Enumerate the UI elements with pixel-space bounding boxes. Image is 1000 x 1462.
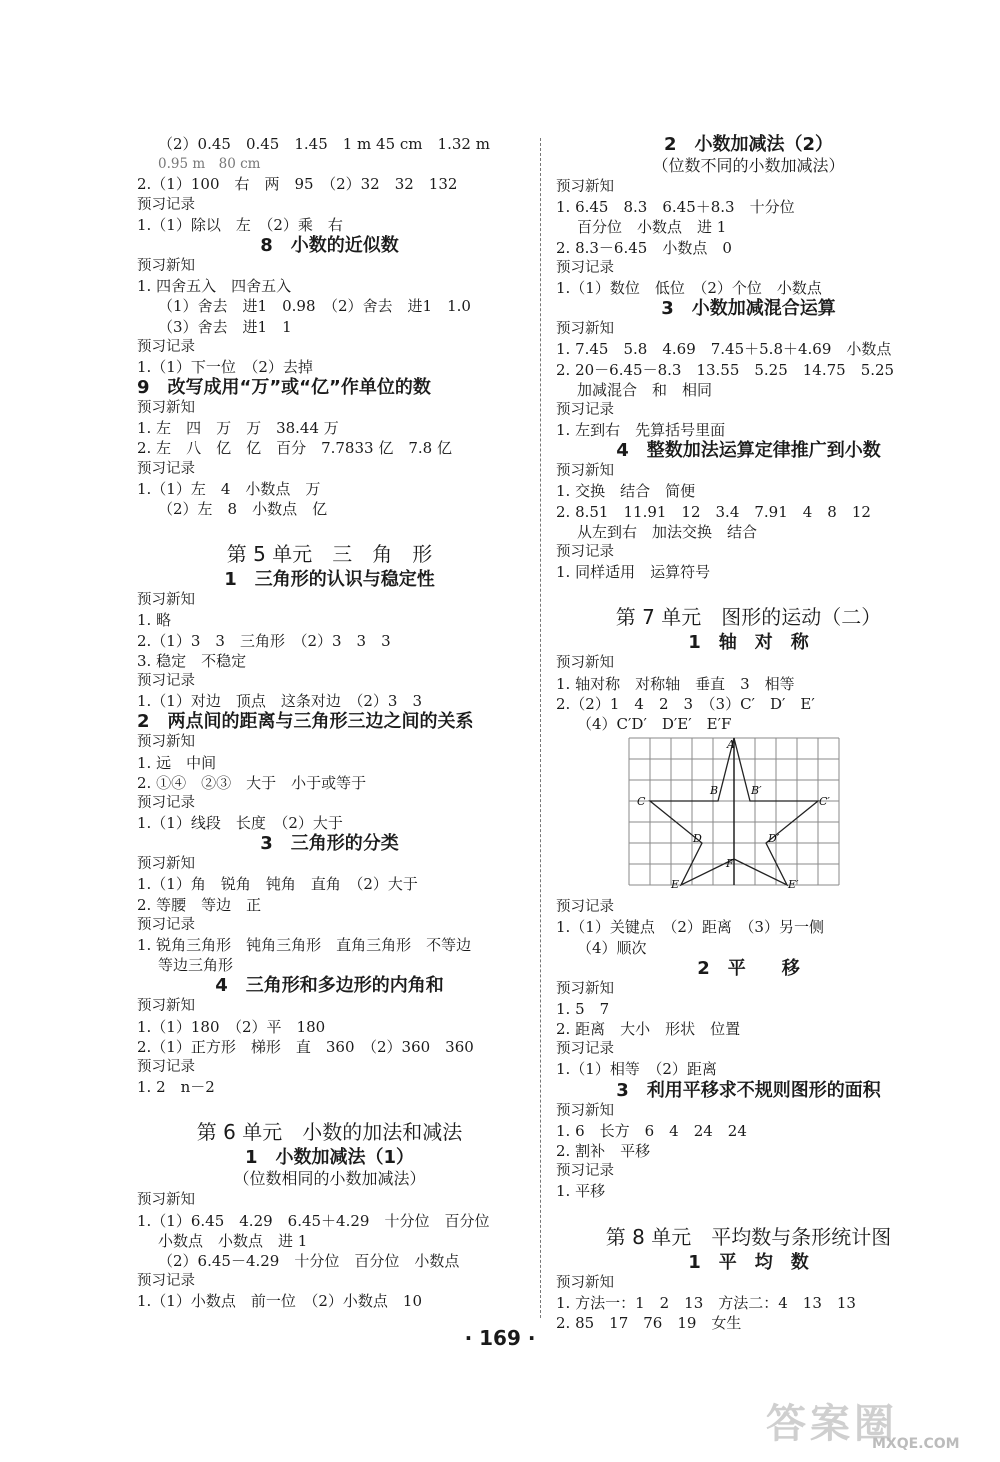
symmetric-star-figure xyxy=(619,734,849,897)
answer-line: 1.（1）数位 低位 （2）个位 小数点 xyxy=(556,278,822,297)
answer-line: 1.（1）180 （2）平 180 xyxy=(137,1017,326,1036)
answer-line: 1. 6.45 8.3 6.45＋8.3 十分位 xyxy=(556,198,795,217)
answer-line: 2. 20－6.45－8.3 13.55 5.25 14.75 5.25 xyxy=(556,360,895,379)
section-title: 3 利用平移求不规则图形的面积 xyxy=(616,1079,881,1101)
answer-line: （4）C′D′ D′E′ E′F xyxy=(577,714,732,733)
section-title: 1 轴 对 称 xyxy=(688,632,809,654)
answer-line: 2. 距离 大小 形状 位置 xyxy=(556,1020,741,1039)
answer-line: 1.（1）角 锐角 钝角 直角 （2）大于 xyxy=(137,875,418,894)
preview-record-label: 预习记录 xyxy=(556,899,614,916)
section-title: 9 改写成用“万”或“亿”作单位的数 xyxy=(137,377,431,399)
preview-new-label: 预习新知 xyxy=(137,1192,195,1209)
answer-line: 1.（1）左 4 小数点 万 xyxy=(137,479,321,498)
vertex-label: D xyxy=(693,832,702,846)
preview-new-label: 预习新知 xyxy=(556,980,614,997)
answer-line: 1. 同样适用 运算符号 xyxy=(556,563,711,582)
preview-new-label: 预习新知 xyxy=(137,856,195,873)
section-title: 1 三角形的认识与稳定性 xyxy=(224,569,435,591)
answer-line: 从左到右 加法交换 结合 xyxy=(577,522,758,541)
section-title: 4 整数加法运算定律推广到小数 xyxy=(616,440,881,462)
answer-line: （3）舍去 进1 1 xyxy=(158,317,292,336)
answer-line: 1.（1）除以 左 （2）乘 右 xyxy=(137,215,343,234)
preview-record-label: 预习记录 xyxy=(137,1273,195,1290)
answer-line: （2）6.45－4.29 十分位 百分位 小数点 xyxy=(158,1251,460,1270)
answer-line: 2. 左 八 亿 亿 百分 7.7833 亿 7.8 亿 xyxy=(137,439,452,458)
answer-line: 2. 割补 平移 xyxy=(556,1142,651,1160)
answer-line: 1. 5 7 xyxy=(556,999,610,1018)
preview-new-label: 预习新知 xyxy=(137,400,195,417)
answer-line: 1. 交换 结合 简便 xyxy=(556,482,696,501)
section-title: 3 三角形的分类 xyxy=(260,833,399,855)
vertex-label: E xyxy=(671,878,680,892)
vertex-label: C′ xyxy=(819,795,830,809)
section-title: 2 平 移 xyxy=(697,957,800,979)
answer-line: 1.（1）相等 （2）距离 xyxy=(556,1060,717,1079)
preview-record-label: 预习记录 xyxy=(556,1163,614,1180)
answer-line: 1. 方法一：1 2 13 方法二：4 13 13 xyxy=(556,1293,856,1312)
answer-line: 1. 锐角三角形 钝角三角形 直角三角形 不等边 xyxy=(137,936,472,954)
left-column xyxy=(137,134,522,1311)
vertex-label: B′ xyxy=(751,784,762,798)
watermark-url: MXQE.COM xyxy=(872,1436,960,1452)
answer-line: 1. 左到右 先算括号里面 xyxy=(556,421,726,440)
preview-new-label: 预习新知 xyxy=(556,321,614,338)
unit-title: 第 7 单元 图形的运动（二） xyxy=(615,605,882,630)
preview-new-label: 预习新知 xyxy=(137,592,195,609)
preview-new-label: 预习新知 xyxy=(556,463,614,480)
section-title: 1 平 均 数 xyxy=(688,1251,809,1273)
preview-new-label: 预习新知 xyxy=(556,179,614,195)
vertex-label: E′ xyxy=(788,878,799,892)
answer-line: 等边三角形 xyxy=(158,956,234,975)
vertex-label: B xyxy=(710,784,719,798)
section-title: 2 两点间的距离与三角形三边之间的关系 xyxy=(137,711,474,733)
answer-line: 1. 远 中间 xyxy=(137,753,217,772)
section-subtitle: （位数不同的小数加减法） xyxy=(652,156,845,175)
section-subtitle: （位数相同的小数加减法） xyxy=(233,1169,426,1189)
answer-line: 1.（1）6.45 4.29 6.45＋4.29 十分位 百分位 xyxy=(137,1211,490,1230)
answer-line: 1.（1）关键点 （2）距离 （3）另一侧 xyxy=(556,918,824,937)
answer-line: 小数点 小数点 进 1 xyxy=(158,1231,308,1250)
preview-record-label: 预习记录 xyxy=(556,1041,614,1058)
section-title: 1 小数加减法（1） xyxy=(244,1147,415,1169)
preview-record-label: 预习记录 xyxy=(556,401,614,418)
preview-record-label: 预习记录 xyxy=(137,916,195,933)
preview-new-label: 预习新知 xyxy=(137,998,195,1015)
answer-line: 1. 四舍五入 四舍五入 xyxy=(137,277,292,296)
answer-line: 1. 左 四 万 万 38.44 万 xyxy=(137,419,339,438)
answer-line: 2. 8.51 11.91 12 3.4 7.91 4 8 12 xyxy=(556,502,871,521)
answer-line: 1.（1）小数点 前一位 （2）小数点 10 xyxy=(137,1292,422,1311)
section-title: 2 小数加减法（2） xyxy=(663,134,834,155)
preview-new-label: 预习新知 xyxy=(556,1274,614,1291)
vertex-label: A xyxy=(727,738,735,752)
answer-line: 2. 85 17 76 19 女生 xyxy=(556,1313,742,1332)
answer-line: 1. 平移 xyxy=(556,1182,606,1201)
preview-new-label: 预习新知 xyxy=(556,655,614,672)
preview-record-label: 预习记录 xyxy=(137,460,195,477)
answer-line: 1. 轴对称 对称轴 垂直 3 相等 xyxy=(556,674,795,693)
answer-line: 1.（1）下一位 （2）去掉 xyxy=(137,357,313,376)
unit-title: 第 6 单元 小数的加法和减法 xyxy=(196,1120,463,1145)
preview-record-label: 预习记录 xyxy=(137,196,195,213)
column-divider xyxy=(540,138,541,1318)
answer-line: 2. 8.3－6.45 小数点 0 xyxy=(556,238,732,257)
answer-line: （2）0.45 0.45 1.45 1 m 45 cm 1.32 m xyxy=(158,135,490,153)
answer-line: 2. 等腰 等边 正 xyxy=(137,895,262,914)
preview-new-label: 预习新知 xyxy=(137,734,195,751)
vertex-label: F xyxy=(726,857,734,871)
answer-line: 2.（1）100 右 两 95 （2）32 32 132 xyxy=(137,175,458,194)
right-column xyxy=(556,134,941,1333)
watermark-logo xyxy=(760,1392,990,1458)
unit-title: 第 8 单元 平均数与条形统计图 xyxy=(605,1224,892,1249)
answer-line: 1. 2 n－2 xyxy=(137,1078,215,1097)
page-number: · 169 · xyxy=(464,1326,536,1350)
preview-record-label: 预习记录 xyxy=(137,672,195,689)
answer-line: 2.（1）3 3 三角形 （2）3 3 3 xyxy=(137,631,391,650)
unit-title: 第 5 单元 三 角 形 xyxy=(226,542,433,567)
answer-line: 2. ①④ ②③ 大于 小于或等于 xyxy=(137,773,367,792)
watermark-text: 答案圈 xyxy=(766,1401,898,1447)
answer-line: 1. 7.45 5.8 4.69 7.45＋5.8＋4.69 小数点 xyxy=(556,340,892,359)
answer-line: 2.（1）正方形 梯形 直 360 （2）360 360 xyxy=(137,1037,474,1056)
answer-line: 3. 稳定 不稳定 xyxy=(137,651,247,670)
preview-record-label: 预习记录 xyxy=(137,1058,195,1075)
preview-record-label: 预习记录 xyxy=(137,338,195,355)
section-title: 3 小数加减混合运算 xyxy=(661,298,836,320)
answer-line: （1）舍去 进1 0.98 （2）舍去 进1 1.0 xyxy=(158,297,471,316)
preview-new-label: 预习新知 xyxy=(137,257,195,274)
preview-record-label: 预习记录 xyxy=(137,794,195,811)
answer-line: 1.（1）对边 顶点 这条对边 （2）3 3 xyxy=(137,692,422,711)
section-title: 4 三角形和多边形的内角和 xyxy=(215,975,444,997)
preview-new-label: 预习新知 xyxy=(556,1102,614,1119)
answer-line: 1. 6 长方 6 4 24 24 xyxy=(556,1121,747,1140)
vertex-label: C xyxy=(637,795,646,809)
answer-line: 加减混合 和 相同 xyxy=(577,380,713,399)
answer-line: 百分位 小数点 进 1 xyxy=(577,218,727,237)
answer-line: 1.（1）线段 长度 （2）大于 xyxy=(137,814,343,833)
preview-record-label: 预习记录 xyxy=(556,544,614,560)
answer-line: （4）顺次 xyxy=(577,938,647,957)
answer-line: 1. 略 xyxy=(137,611,172,630)
section-title: 8 小数的近似数 xyxy=(260,234,399,256)
answer-line: 2.（2）1 4 2 3 （3）C′ D′ E′ xyxy=(556,694,815,713)
vertex-label: D′ xyxy=(768,832,780,846)
preview-record-label: 预习记录 xyxy=(556,259,614,276)
answer-line: （2）左 8 小数点 亿 xyxy=(158,500,328,518)
answer-line: 0.95 m 80 cm xyxy=(158,156,261,173)
